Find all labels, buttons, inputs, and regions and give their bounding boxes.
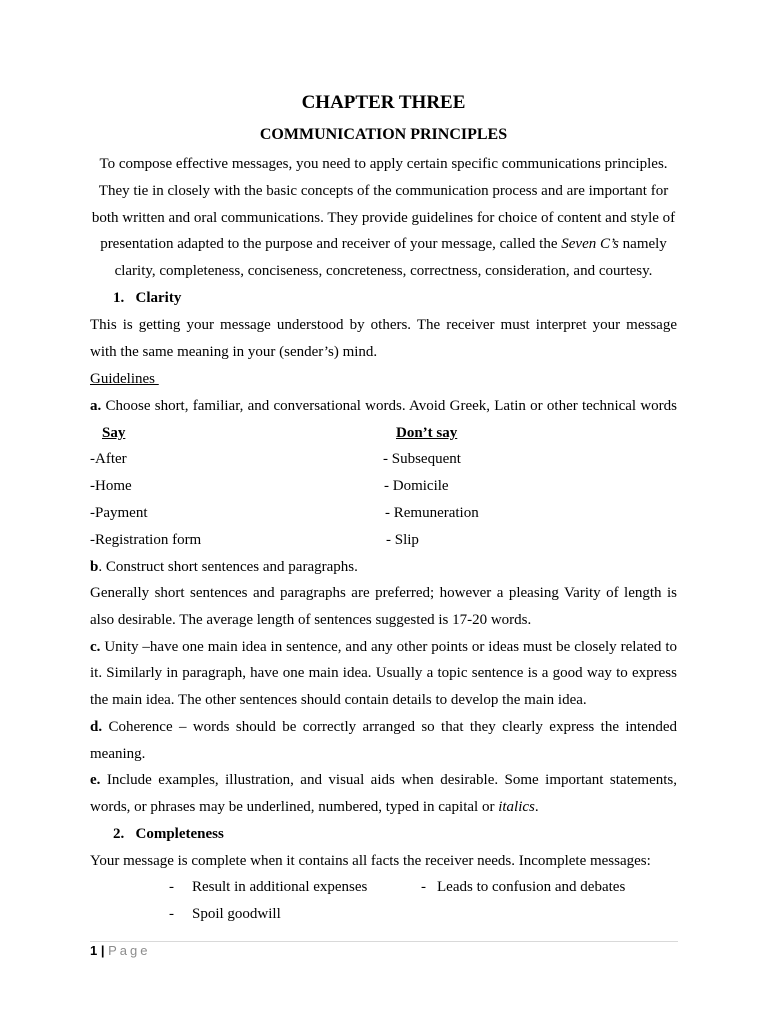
guideline-c-line: it. Similarly in paragraph, have one main idea. Usually a topic sentence is a good way to express: [90, 665, 677, 681]
guideline-b-label: b: [90, 559, 99, 575]
section-number: 1.: [113, 290, 125, 306]
guideline-c-line: the main idea. The other sentences should contain details to develop the main idea.: [90, 692, 587, 708]
guidelines-label: [90, 369, 677, 389]
guideline-a: [90, 396, 677, 416]
guideline-e-line: [90, 797, 677, 817]
guideline-e: [90, 770, 677, 790]
section-heading-completeness: [113, 824, 700, 844]
section-title: Clarity: [135, 290, 182, 306]
guideline-d: [90, 717, 677, 737]
bullet-dash: -: [421, 879, 426, 895]
guidelines-text: Guidelines: [90, 371, 155, 387]
page-label: Page: [108, 943, 151, 958]
guideline-b-para-line: Generally short sentences and paragraphs are preferred; however a pleasing Varity of length is: [90, 585, 677, 601]
dont-say-cell: - Slip: [386, 532, 419, 548]
section-title: Completeness: [135, 826, 224, 842]
guideline-d-text: Coherence – words should be correctly arranged so that they clearly express the intended: [102, 719, 677, 735]
chapter-subtitle: COMMUNICATION PRINCIPLES: [259, 126, 508, 143]
footer-divider: [90, 941, 678, 942]
dont-say-cell: - Subsequent: [383, 451, 461, 467]
intro-paragraph: [86, 151, 681, 285]
guideline-e-label: e.: [90, 772, 101, 788]
section-heading-clarity: [113, 288, 700, 308]
dont-say-header: Don’t say: [396, 425, 458, 441]
guideline-b-para-line: also desirable. The average length of sentences suggested is 17-20 words.: [90, 612, 532, 628]
guideline-d-line: meaning.: [90, 746, 146, 762]
chapter-title: CHAPTER THREE: [301, 92, 466, 113]
bullet-dash: -: [169, 906, 174, 922]
guideline-c: [90, 637, 677, 657]
dont-say-cell: - Remuneration: [385, 505, 479, 521]
intro-text-2: namely clarity, completeness, conciseness, concreteness, correctness, consideration, and courtesy.: [114, 236, 667, 280]
clarity-para-line: This is getting your message understood by others. The receiver must interpret your message: [90, 317, 677, 333]
guideline-e-text-a: words, or phrases may be underlined, numbered, typed in capital or: [90, 799, 499, 815]
guideline-b: [90, 557, 677, 577]
guideline-c-text: Unity –have one main idea in sentence, and any other points or ideas must be closely related to: [100, 639, 677, 655]
say-cell: -After: [90, 451, 127, 467]
bullet-text: Spoil goodwill: [192, 906, 281, 922]
page-number: 1: [90, 943, 98, 958]
say-cell: -Home: [90, 478, 132, 494]
intro-text-1: To compose effective messages, you need to apply certain specific communications principles. They tie in closely with the basic concepts of the communication process and are important for both written and oral communications. They provide guidelines for choice of content and style of presentation adapted to the purpose and receiver of your message, called the: [91, 156, 676, 253]
guideline-e-italic: italics: [498, 799, 535, 815]
guideline-b-text: . Construct short sentences and paragraphs.: [98, 559, 358, 575]
guideline-c-label: c.: [90, 639, 101, 655]
say-cell: -Registration form: [90, 532, 202, 548]
page-footer: [90, 942, 151, 960]
dont-say-cell: - Domicile: [384, 478, 449, 494]
section-number: 2.: [113, 826, 125, 842]
guideline-a-label: a.: [90, 398, 102, 414]
bullet-text: Leads to confusion and debates: [437, 879, 626, 895]
clarity-para-line: with the same meaning in your (sender’s) mind.: [90, 344, 378, 360]
footer-separator: |: [100, 943, 105, 958]
intro-italic: Seven C’s: [561, 236, 619, 253]
guideline-e-text-b: .: [534, 799, 539, 815]
guideline-e-text: Include examples, illustration, and visual aids when desirable. Some important statements,: [100, 772, 677, 788]
completeness-para: Your message is complete when it contains all facts the receiver needs. Incomplete messages:: [90, 853, 651, 869]
guideline-d-label: d.: [90, 719, 103, 735]
say-header: Say: [102, 425, 126, 441]
bullet-dash: -: [169, 879, 174, 895]
bullet-text: Result in additional expenses: [192, 879, 368, 895]
guideline-a-text: Choose short, familiar, and conversational words. Avoid Greek, Latin or other technical words: [101, 398, 677, 414]
say-cell: -Payment: [90, 505, 148, 521]
